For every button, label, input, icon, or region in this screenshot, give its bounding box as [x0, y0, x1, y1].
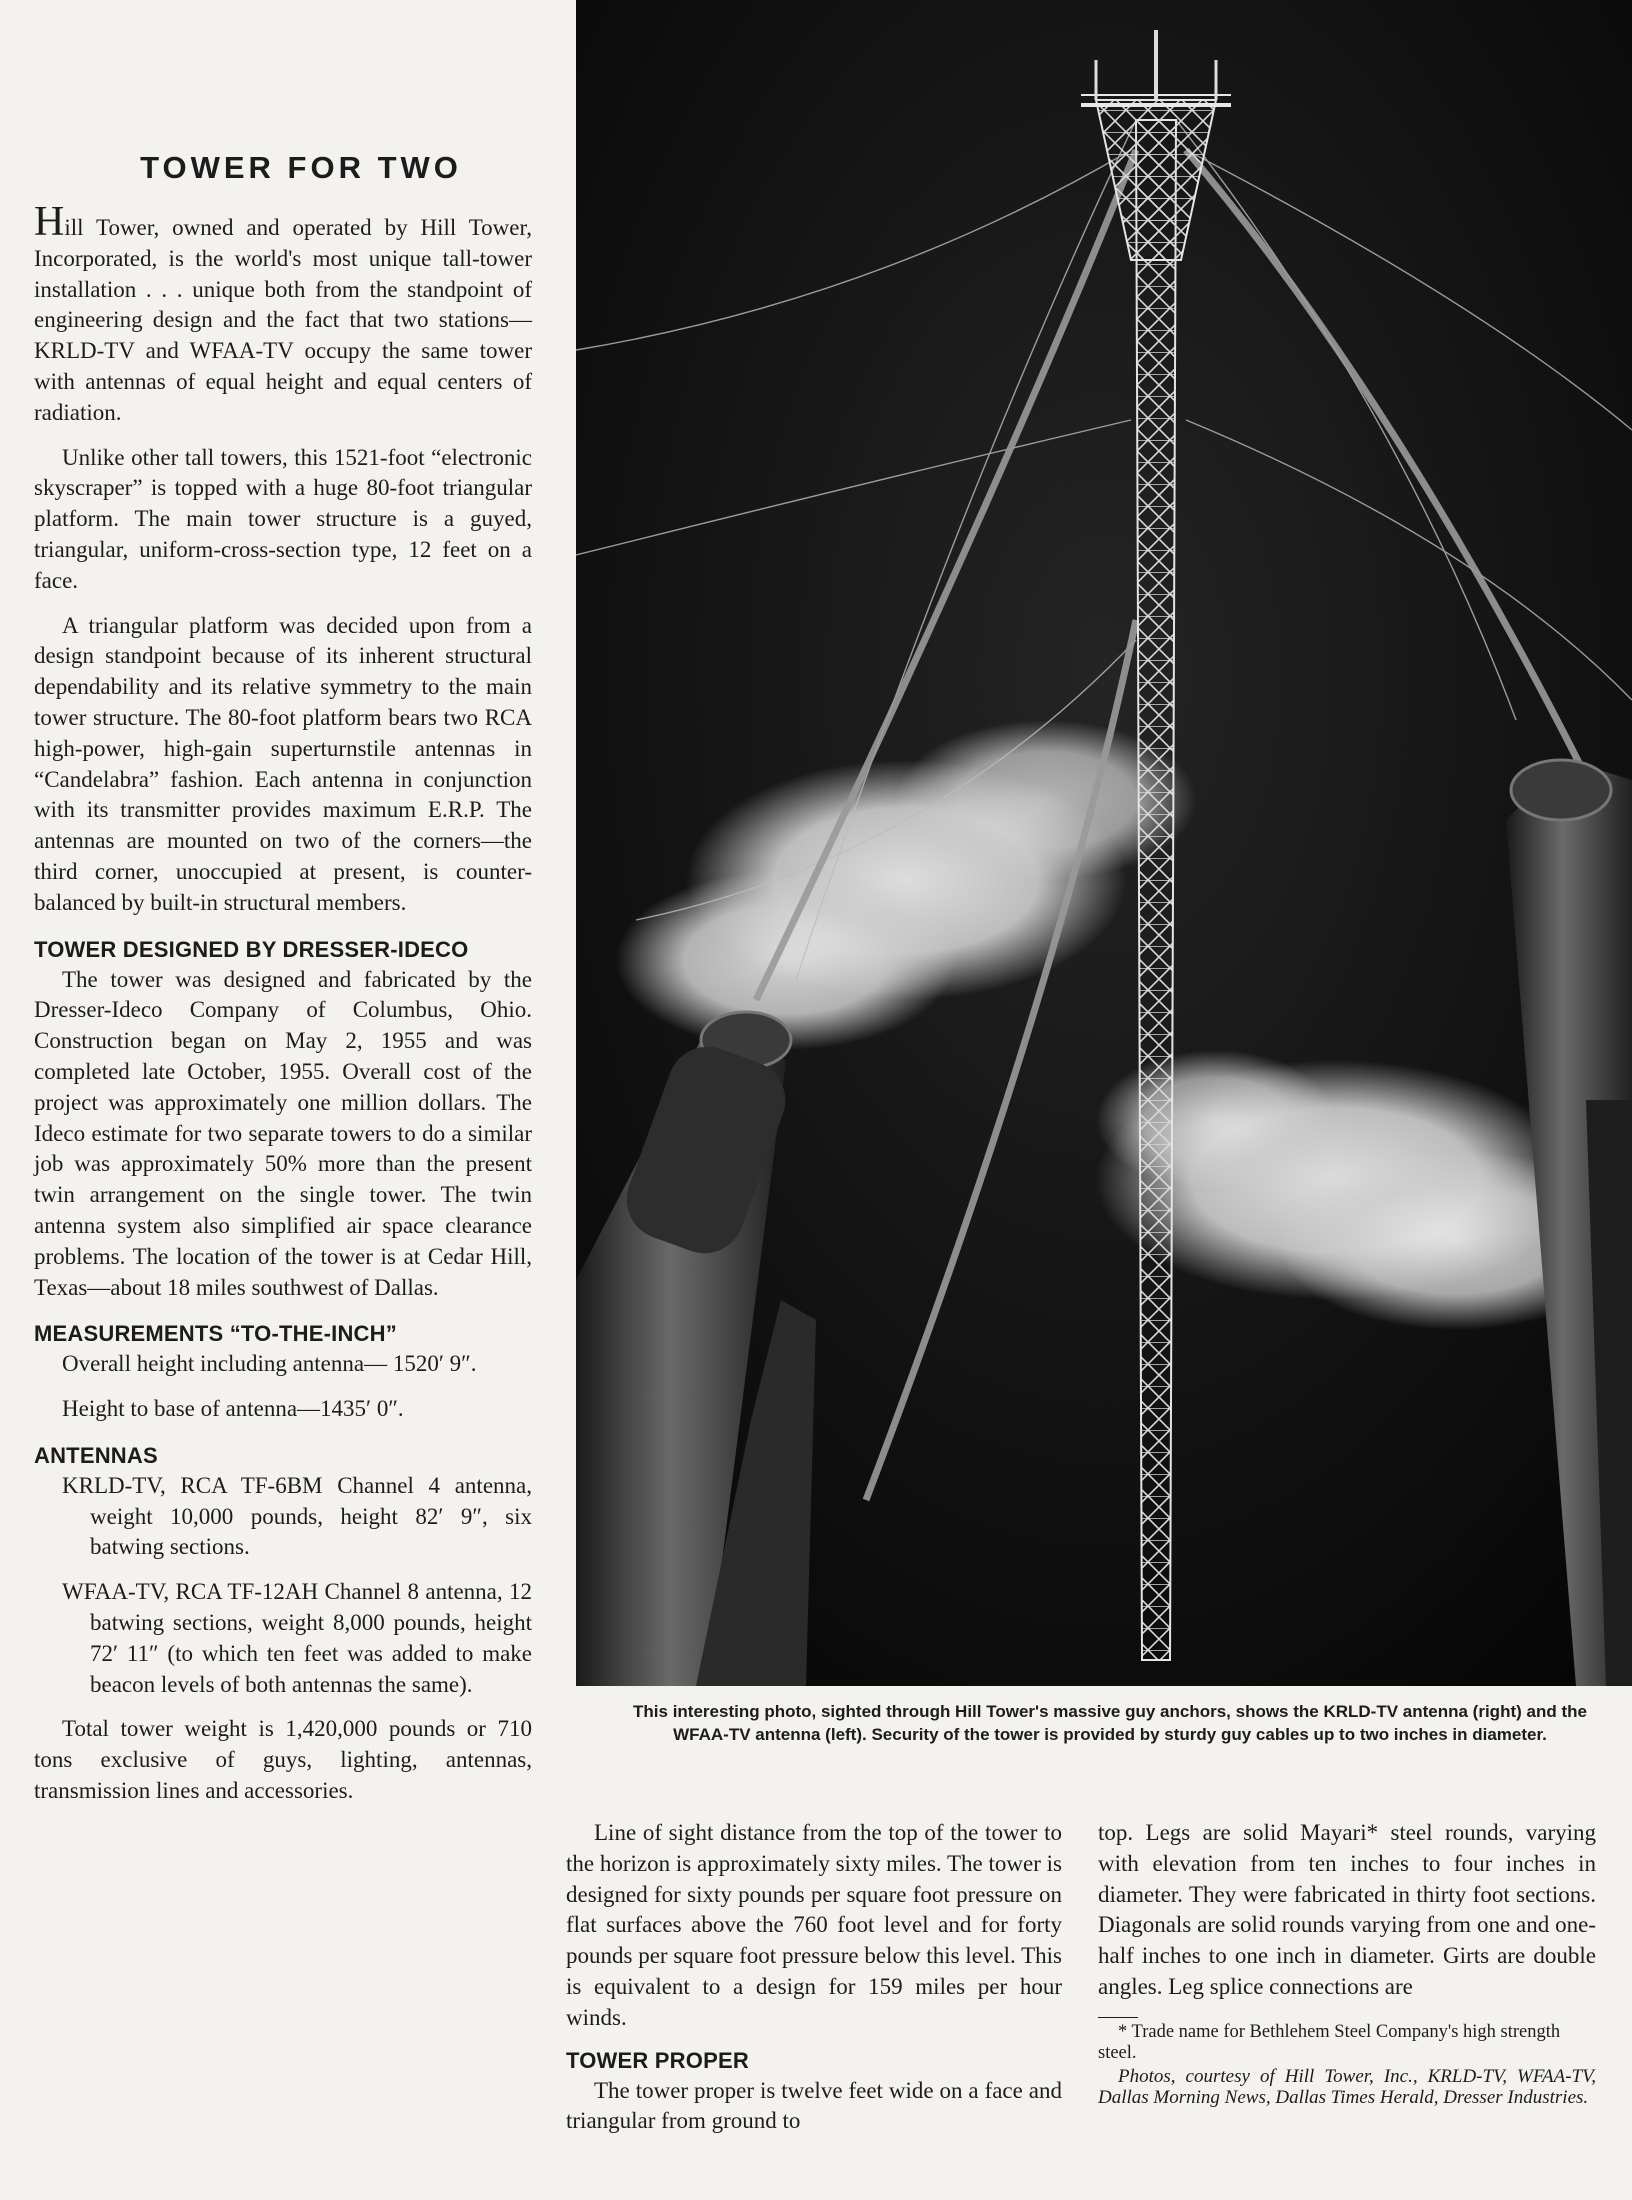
left-column: [34, 150, 532, 1821]
total-weight-paragraph: Total tower weight is 1,420,000 pounds or 710 tons exclusive of guys, lighting, antennas, transmission lines and accessories.: [34, 1716, 532, 1804]
designed-paragraph: The tower was designed and fabricated by the Dresser-Ideco Company of Columbus, Ohio. Construction began on May 2, 1955 and was completed late October, 1955. Overall cost of the project was approximately one million dollars. The Ideco estimate for two separate towers to do a similar job was approximately 50% more than the present twin arrangement on the single tower. The twin antenna system also simplified air space clearance problems. The location of the tower is at Cedar Hill, Texas—about 18 miles southwest of Dallas.: [34, 966, 532, 1300]
right-column: [1098, 1818, 1596, 2108]
footnote-block: [1098, 2017, 1596, 2108]
antenna-wfaa: WFAA-TV, RCA TF-12AH Channel 8 antenna, 12 batwing sections, weight 8,000 pounds, height 72′ 11″ (to which ten feet was added to make beacon levels of both antennas the same).: [62, 1579, 532, 1697]
footnote-rule: [1098, 2017, 1138, 2018]
intro-paragraph-1: [34, 199, 532, 429]
drop-cap: H: [34, 199, 65, 245]
intro-paragraph-1-text: ill Tower, owned and operated by Hill Tower, Incorporated, is the world's most unique tall-tower installation . . . unique both from the standpoint of engineering design and the fact that two stations—KRLD-TV and WFAA-TV occupy the same tower with antennas of equal height and equal centers of radiation.: [34, 215, 532, 425]
legs-paragraph: top. Legs are solid Mayari* steel rounds, varying with elevation from ten inches to four inches in diameter. They were fabricated in thirty foot sections. Diagonals are solid rounds varying from one and one-half inches to one inch in diameter. Girts are double angles. Leg splice connections are: [1098, 1820, 1596, 1999]
line-of-sight-paragraph: Line of sight distance from the top of the tower to the horizon is approximately sixty miles. The tower is designed for sixty pounds per square foot pressure on flat surfaces above the 760 foot level and for forty pounds per square foot pressure below this level. This is equivalent to a design for 159 miles per hour winds.: [566, 1820, 1062, 2030]
intro-paragraph-3: A triangular platform was decided upon from a design standpoint because of its inherent structural dependability and its relative symmetry to the main tower structure. The 80-foot platform bears two RCA high-power, high-gain superturnstile antennas in “Candelabra” fashion. Each antenna in conjunction with its transmitter provides maximum E.R.P. The antennas are mounted on two of the corners—the third corner, unoccupied at present, is counter-balanced by built-in structural members.: [34, 612, 532, 915]
designed-heading: TOWER DESIGNED BY DRESSER-IDECO: [34, 936, 469, 962]
tower-proper-paragraph: The tower proper is twelve feet wide on a face and triangular from ground to: [566, 2077, 1062, 2134]
measurement-overall-height: Overall height including antenna— 1520′ 9″.: [62, 1351, 477, 1377]
tower-photo-illustration: [576, 0, 1632, 1686]
measurement-antenna-base: Height to base of antenna—1435′ 0″.: [62, 1396, 404, 1422]
photo-caption: This interesting photo, sighted through Hill Tower's massive guy anchors, shows the KRLD-TV antenna (right) and the WFAA-TV antenna (left). Security of the tower is provided by sturdy guy cables up to two inches in diameter.: [633, 1702, 1587, 1744]
photo-credits: Photos, courtesy of Hill Tower, Inc., KRLD-TV, WFAA-TV, Dallas Morning News, Dallas Times Herald, Dresser Industries.: [1098, 2065, 1596, 2108]
intro-paragraph-2: Unlike other tall towers, this 1521-foot “electronic skyscraper” is topped with a huge 80-foot triangular platform. The main tower structure is a guyed, triangular, uniform-cross-section type, 12 feet on a face.: [34, 444, 532, 593]
footnote-text: * Trade name for Bethlehem Steel Company's high strength steel.: [1098, 2021, 1561, 2063]
measurements-heading: MEASUREMENTS “TO-THE-INCH”: [34, 1321, 397, 1347]
tower-photo: [576, 0, 1632, 1686]
antenna-krld: KRLD-TV, RCA TF-6BM Channel 4 antenna, weight 10,000 pounds, height 82′ 9″, six batwing sections.: [62, 1472, 532, 1560]
antennas-heading: ANTENNAS: [34, 1442, 158, 1468]
page-title: TOWER FOR TWO: [140, 150, 462, 185]
tower-proper-heading: TOWER PROPER: [566, 2047, 749, 2073]
middle-column: [566, 1818, 1062, 2151]
